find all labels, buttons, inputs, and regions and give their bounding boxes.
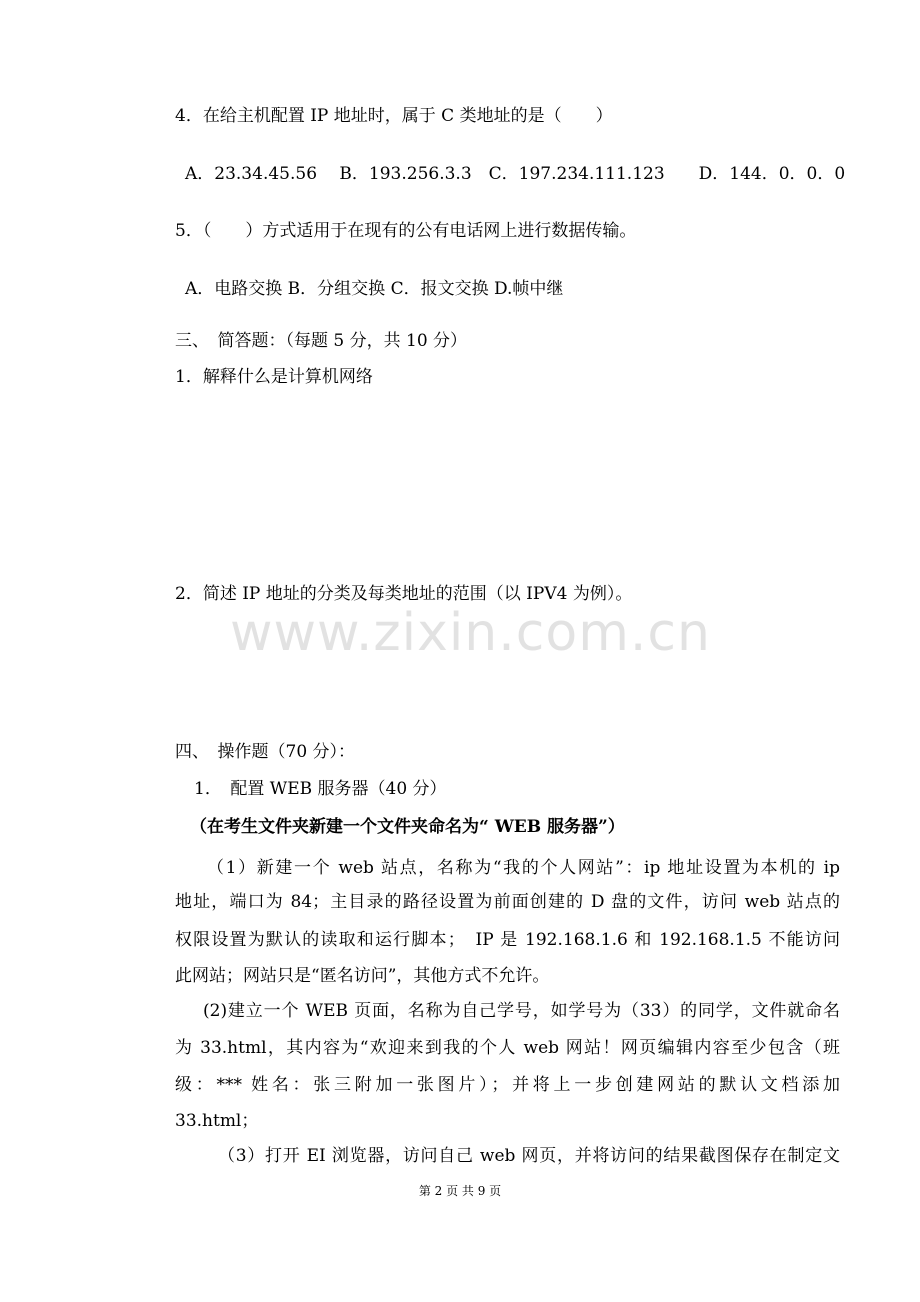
task-1-title: 1． 配置 WEB 服务器（40 分） [194, 779, 447, 799]
paragraph-1-line-4: 此网站；网站只是“匿名访问”，其他方式不允许。 [175, 966, 550, 986]
paragraph-2-line-2: 为 33.html，其内容为“欢迎来到我的个人 web 网站！网页编辑内容至少包含（班 [175, 1038, 840, 1058]
question-5-options: A．电路交换 B．分组交换 C．报文交换 D.帧中继 [185, 279, 564, 299]
paragraph-2-line-3: 级：*** 姓名：张三附加一张图片）；并将上一步创建网站的默认文档添加 [175, 1075, 840, 1095]
paragraph-1-line-1: （1）新建一个 web 站点，名称为“我的个人网站”：ip 地址设置为本机的 ip [207, 858, 840, 878]
page-footer: 第 2 页 共 9 页 [418, 1184, 502, 1198]
watermark: www.zixin.com.cn [230, 603, 711, 663]
short-answer-2: 2．简述 IP 地址的分类及每类地址的范围（以 IPV4 为例）。 [175, 584, 633, 604]
paragraph-2-line-1: (2)建立一个 WEB 页面，名称为自己学号，如学号为（33）的同学，文件就命名 [203, 1001, 840, 1021]
question-4-options: A．23.34.45.56 B．193.256.3.3 C．197.234.111.123 D．144．0．0．0 [185, 164, 846, 184]
question-4: 4．在给主机配置 IP 地址时，属于 C 类地址的是（ ） [175, 106, 613, 126]
paragraph-3-line-1: （3）打开 EI 浏览器，访问自己 web 网页，并将访问的结果截图保存在制定文 [218, 1146, 840, 1166]
paragraph-2-line-4: 33.html； [175, 1111, 259, 1131]
task-1-note: （在考生文件夹新建一个文件夹命名为“ WEB 服务器”） [190, 817, 625, 837]
paragraph-1-line-3: 权限设置为默认的读取和运行脚本； IP 是 192.168.1.6 和 192.168.1.5 不能访问 [175, 930, 840, 950]
paragraph-1-line-2: 地址，端口为 84；主目录的路径设置为前面创建的 D 盘的文件，访问 web 站点的 [175, 892, 840, 912]
question-5: 5．（ ）方式适用于在现有的公有电话网上进行数据传输。 [175, 221, 637, 241]
section-4-heading: 四、 操作题（70 分）： [175, 742, 356, 762]
short-answer-1: 1．解释什么是计算机网络 [175, 367, 373, 387]
section-3-heading: 三、 简答题：（每题 5 分，共 10 分） [175, 331, 468, 351]
